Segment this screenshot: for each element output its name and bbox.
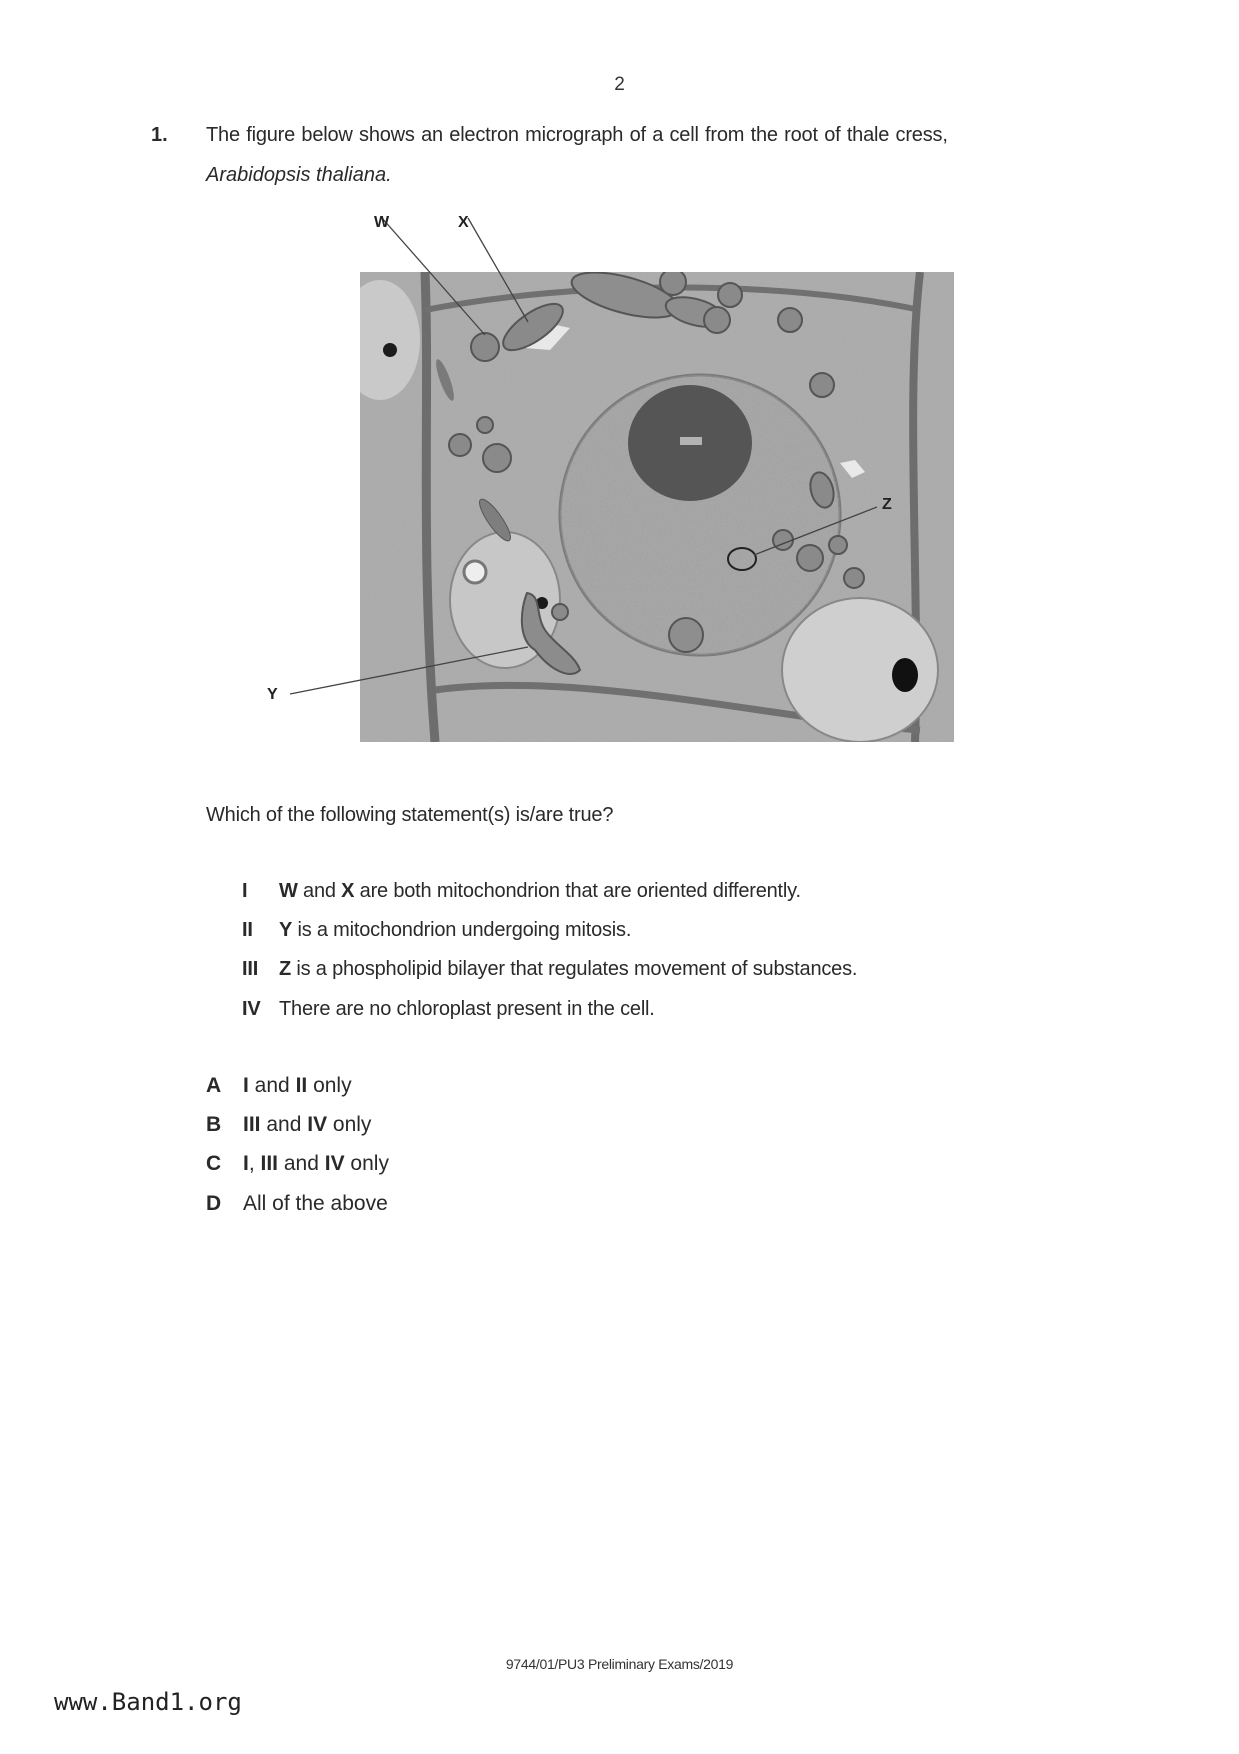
statement-label-ref: W	[279, 880, 298, 902]
option-text-part: only	[327, 1113, 372, 1136]
statement-text-part: There are no chloroplast present in the cell.	[279, 998, 655, 1020]
statement-label-ref: Y	[279, 919, 293, 941]
option-letter: C	[206, 1152, 222, 1175]
option-text-part: and	[278, 1152, 325, 1175]
option-text-part: All of the above	[243, 1192, 388, 1215]
option-letter: B	[206, 1113, 222, 1136]
question-stem: The figure below shows an electron micrograph of a cell from the root of thale cress,	[206, 124, 948, 146]
label-y: Y	[267, 686, 278, 703]
statement-label-ref: Z	[279, 958, 292, 980]
micrograph-image	[340, 263, 954, 742]
option-text	[243, 1192, 388, 1216]
label-w: W	[374, 214, 390, 231]
statement-text	[279, 958, 857, 981]
statement-text	[279, 998, 655, 1021]
option-text-part: and	[260, 1113, 308, 1136]
label-z: Z	[882, 496, 892, 513]
label-x: X	[458, 214, 469, 231]
option-numeral: III	[243, 1113, 261, 1136]
option-numeral: IV	[307, 1113, 328, 1136]
option-text-part: and	[248, 1074, 296, 1097]
option-letter: A	[206, 1074, 222, 1097]
statement-text	[279, 919, 631, 942]
option-text-part: only	[307, 1074, 352, 1097]
option-text	[243, 1113, 371, 1137]
statement-text	[279, 880, 801, 903]
option-numeral: I	[243, 1152, 249, 1175]
watermark: www.Band1.org	[54, 1688, 242, 1716]
statement-numeral: IV	[242, 998, 261, 1020]
option-text	[243, 1152, 389, 1176]
question-prompt: Which of the following statement(s) is/are true?	[206, 804, 614, 826]
option-numeral: II	[295, 1074, 308, 1097]
page-footer: 9744/01/PU3 Preliminary Exams/2019	[505, 1656, 734, 1672]
statement-label-ref: X	[341, 880, 355, 902]
statement-numeral: II	[242, 919, 253, 941]
option-text	[243, 1074, 352, 1098]
statement-numeral: III	[242, 958, 259, 980]
statement-text-part: and	[297, 880, 342, 902]
statement-text-part: are both mitochondrion that are oriented differently.	[354, 880, 801, 902]
electron-micrograph-figure	[267, 200, 1040, 760]
option-text-part: ,	[248, 1152, 261, 1175]
statement-text-part: is a phospholipid bilayer that regulates movement of substances.	[291, 958, 858, 980]
species-name: Arabidopsis thaliana.	[206, 164, 392, 186]
option-letter: D	[206, 1192, 222, 1215]
option-text-part: only	[344, 1152, 389, 1175]
option-numeral: III	[260, 1152, 279, 1175]
question-number: 1.	[151, 124, 168, 146]
page-number: 2	[614, 74, 625, 95]
option-numeral: I	[243, 1074, 249, 1097]
statement-text-part: is a mitochondrion undergoing mitosis.	[292, 919, 632, 941]
option-numeral: IV	[324, 1152, 345, 1175]
statement-numeral: I	[242, 880, 248, 902]
